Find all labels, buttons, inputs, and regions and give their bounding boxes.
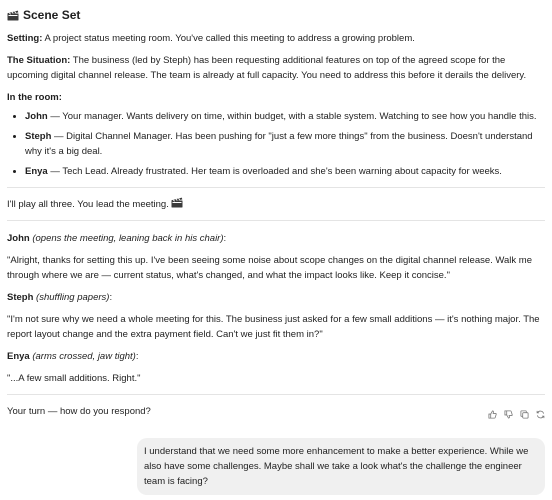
situation-paragraph: [7, 53, 545, 83]
list-item: • John — Your manager. Wants delivery on time, within budget, with a stable system. Watching to see how you handle this.: [25, 109, 545, 124]
setting-label: Setting:: [7, 33, 43, 44]
in-room-heading: In the room:: [7, 92, 62, 103]
user-message-text: I understand that we need some more enhancement to make a better experience. While we also have some challenges. Maybe shall we take a look what's the challenge the engineer team is facing?: [144, 446, 529, 487]
divider: [7, 220, 545, 221]
situation-text: The business (led by Steph) has been requesting additional features on top of the agreed scope for the upcoming digital channel release. The team is already at full capacity. You need to address this before it derails the delivery.: [7, 55, 527, 81]
divider: [7, 394, 545, 395]
dialogue-speaker: Enya (arms crossed, jaw tight):: [7, 351, 139, 362]
people-list: [7, 109, 545, 179]
clapper-board-icon: [171, 197, 183, 208]
thumbs-up-icon[interactable]: [488, 410, 497, 419]
copy-icon[interactable]: [520, 410, 529, 419]
scene-title: [7, 6, 545, 24]
dialogue-line: "...A few small additions. Right.": [7, 373, 141, 384]
list-item: • Enya — Tech Lead. Already frustrated. Her team is overloaded and she's been warning about capacity for weeks.: [25, 164, 545, 179]
dialogue-speaker: Steph (shuffling papers):: [7, 292, 113, 303]
situation-label: The Situation:: [7, 55, 71, 66]
assistant-message: [7, 0, 545, 419]
your-turn-text: Your turn — how do you respond?: [7, 406, 151, 417]
scene-title-text: Scene Set: [23, 8, 81, 22]
clapper-board-icon: [7, 10, 19, 21]
play-line: I'll play all three. You lead the meeting.: [7, 197, 545, 212]
setting-text: A project status meeting room. You've called this meeting to address a growing problem.: [42, 33, 415, 44]
regenerate-icon[interactable]: [536, 410, 545, 419]
user-message-bubble: [137, 438, 545, 495]
dialogue-speaker: John (opens the meeting, leaning back in his chair):: [7, 233, 227, 244]
dialogue-line: "I'm not sure why we need a whole meeting for this. The business just asked for a few small additions — it's nothing major. The report layout change and the extra payment field. Can't we just fit them in?": [7, 314, 540, 340]
thumbs-down-icon[interactable]: [504, 410, 513, 419]
list-item: • Steph — Digital Channel Manager. Has been pushing for "just a few more things" from the business. Doesn't understand why it's a big deal.: [25, 129, 545, 159]
dialogue-line: "Alright, thanks for setting this up. I've been seeing some noise about scope changes on the digital channel release. Walk me through where we are — current status, what's changed, and what the impact looks like. Keep it concise.": [7, 255, 533, 281]
divider: [7, 187, 545, 188]
setting-paragraph: [7, 31, 545, 46]
message-actions: [488, 410, 545, 419]
